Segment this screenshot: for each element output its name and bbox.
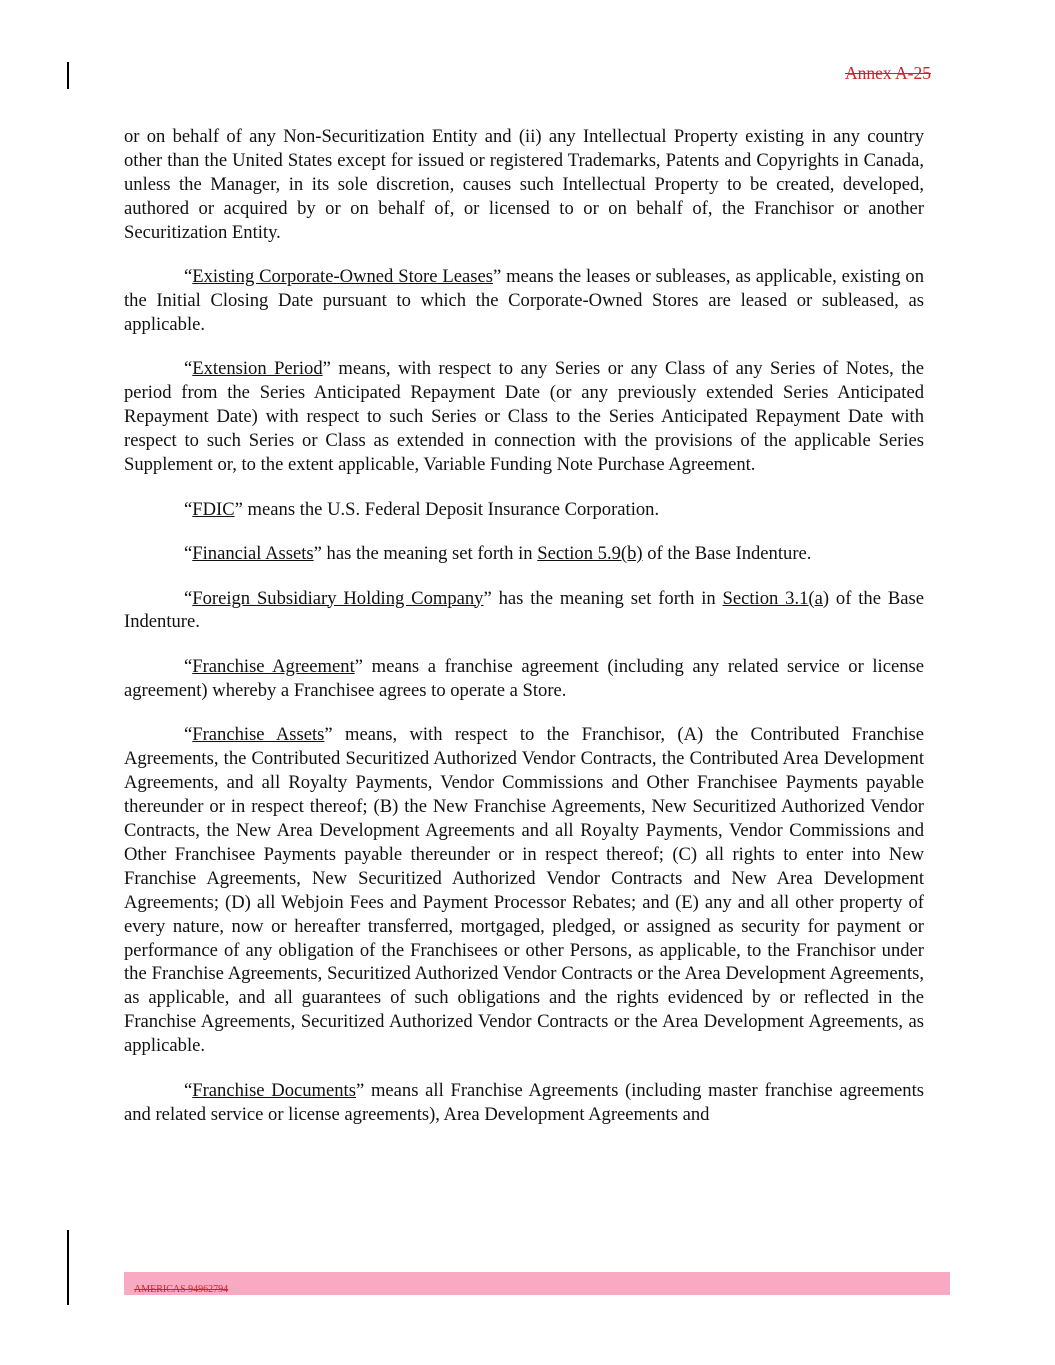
defined-term: FDIC bbox=[192, 498, 235, 520]
definition-text: means all Franchise Agreements (including master franchise agreements and related service or license agreements), Area Development Agreements and bbox=[124, 1079, 924, 1125]
definition-text: means a franchise agreement (including any related service or license agreement) whereby a Franchisee agrees to operate a Store. bbox=[124, 655, 924, 701]
section-reference: Section 5.9(b) bbox=[537, 543, 643, 565]
paragraph-continuation: or on behalf of any Non-Securitization Entity and (ii) any Intellectual Property existing in any country other than the United States except for issued or registered Trademarks, Patents and Copyrights in Canada, unless the Manager, in its sole discretion, causes such Intellectual Property to be created, developed, authored or acquired by or on behalf of, or licensed to or on behalf of, the Franchisor or another Securitization Entity. bbox=[124, 126, 924, 243]
change-bar-top bbox=[67, 62, 69, 89]
defined-term: Franchise Documents bbox=[192, 1079, 356, 1101]
definition-franchise-documents: “Franchise Documents” means all Franchise Agreements (including master franchise agreements and related service or license agreements), Area Development Agreements and bbox=[124, 1079, 924, 1125]
definition-text: means the U.S. Federal Deposit Insurance Corporation. bbox=[242, 498, 660, 520]
definition-financial-assets: “Financial Assets” has the meaning set forth in Section 5.9(b) of the Base Indenture. bbox=[184, 543, 812, 565]
definition-franchise-assets: “Franchise Assets” means, with respect to the Franchisor, (A) the Contributed Franchise Agreements, the Contributed Securitized Authorized Vendor Contracts, the Contributed Area Development Agreements, and all Royalty Payments, Vendor Commissions and Other Franchisee Payments payable thereunder or in respect thereof; (B) the New Franchise Agreements, New Securitized Authorized Vendor Contracts, the New Area Development Agreements and all Royalty Payments, Vendor Commissions and Other Franchisee Payments payable thereunder or in respect thereof; (C) all rights to enter into New Franchise Agreements, New Securitized Authorized Vendor Contracts and New Area Development Agreements; (D) all Webjoin Fees and Payment Processor Rebates; and (E) any and all other property of every nature, now or hereafter transferred, mortgaged, pledged, or assigned as security for payment or performance of any obligation of the Franchisees or other Persons, as applicable, to the Franchisor under the Franchise Agreements, Securitized Authorized Vendor Contracts or the Area Development Agreements, as applicable, and all guarantees of such obligations and the rights evidenced by or reflected in the Franchise Agreements, Securitized Authorized Vendor Contracts or the Area Development Agreements, as applicable. bbox=[124, 724, 924, 1057]
defined-term: Existing Corporate-Owned Store Leases bbox=[192, 266, 493, 288]
definition-fdic: “FDIC” means the U.S. Federal Deposit Insurance Corporation. bbox=[184, 498, 660, 520]
section-reference: Section 3.1(a) bbox=[722, 587, 830, 609]
definition-text-tail: of the Base Indenture. bbox=[642, 543, 812, 565]
definition-foreign-subsidiary-holding-company: “Foreign Subsidiary Holding Company” has the meaning set forth in Section 3.1(a) of the Base Indenture. bbox=[124, 587, 924, 633]
document-id: AMERICAS 94962794 bbox=[134, 1284, 229, 1295]
defined-term: Financial Assets bbox=[192, 543, 314, 565]
document-body bbox=[124, 125, 924, 1147]
definition-text: has the meaning set forth in bbox=[321, 543, 538, 565]
defined-term: Franchise Assets bbox=[192, 724, 325, 746]
annex-page-ref: Annex A-25 bbox=[844, 63, 931, 83]
footer-band bbox=[124, 1272, 950, 1295]
definition-text: means the leases or subleases, as applicable, existing on the Initial Closing Date pursuant to which the Corporate-Owned Stores are leased or subleased, as applicable. bbox=[124, 266, 924, 335]
defined-term: Extension Period bbox=[192, 358, 323, 380]
definition-text-tail: of the Base Indenture. bbox=[124, 587, 924, 633]
defined-term: Foreign Subsidiary Holding Company bbox=[192, 587, 484, 609]
definition-franchise-agreement: “Franchise Agreement” means a franchise agreement (including any related service or license agreement) whereby a Franchisee agrees to operate a Store. bbox=[124, 655, 924, 701]
definition-extension-period: “Extension Period” means, with respect to any Series or any Class of any Series of Notes, the period from the Series Anticipated Repayment Date (or any previously extended Series Anticipated Repayment Date) with respect to such Series or Class to the Series Anticipated Repayment Date with respect to such Series or Class as extended in connection with the provisions of the applicable Series Supplement or, to the extent applicable, Variable Funding Note Purchase Agreement. bbox=[124, 358, 925, 476]
change-bar-bottom bbox=[67, 1230, 69, 1305]
defined-term: Franchise Agreement bbox=[192, 655, 355, 677]
definition-text: has the meaning set forth in bbox=[491, 587, 723, 609]
definition-text: means, with respect to any Series or any Class of any Series of Notes, the period from the Series Anticipated Repayment Date (or any previously extended Series Anticipated Repayment Date) with respect to such Series or Class to the Series Anticipated Repayment Date with respect to such Series or Class as extended in connection with the provisions of the applicable Series Supplement or, to the extent applicable, Variable Funding Note Purchase Agreement. bbox=[124, 358, 925, 476]
definition-text: means, with respect to the Franchisor, (A) the Contributed Franchise Agreements, the Contributed Securitized Authorized Vendor Contracts, the Contributed Area Development Agreements, and all Royalty Payments, Vendor Commissions and Other Franchisee Payments payable thereunder or in respect thereof; (B) the New Franchise Agreements, New Securitized Authorized Vendor Contracts, the New Area Development Agreements and all Royalty Payments, Vendor Commissions and Other Franchisee Payments payable thereunder or in respect thereof; (C) all rights to enter into New Franchise Agreements, New Securitized Authorized Vendor Contracts and New Area Development Agreements; (D) all Webjoin Fees and Payment Processor Rebates; and (E) any and all other property of every nature, now or hereafter transferred, mortgaged, pledged, or assigned as security for payment or performance of any obligation of the Franchisees or other Persons, as applicable, to the Franchisor under the Franchise Agreements, Securitized Authorized Vendor Contracts or the Area Development Agreements, as applicable, and all guarantees of such obligations and the rights evidenced by or reflected in the Franchise Agreements, Securitized Authorized Vendor Contracts or the Area Development Agreements, as applicable. bbox=[124, 724, 924, 1057]
definition-existing-corporate-owned-store-leases: “Existing Corporate-Owned Store Leases” means the leases or subleases, as applicable, existing on the Initial Closing Date pursuant to which the Corporate-Owned Stores are leased or subleased, as applicable. bbox=[124, 266, 924, 335]
